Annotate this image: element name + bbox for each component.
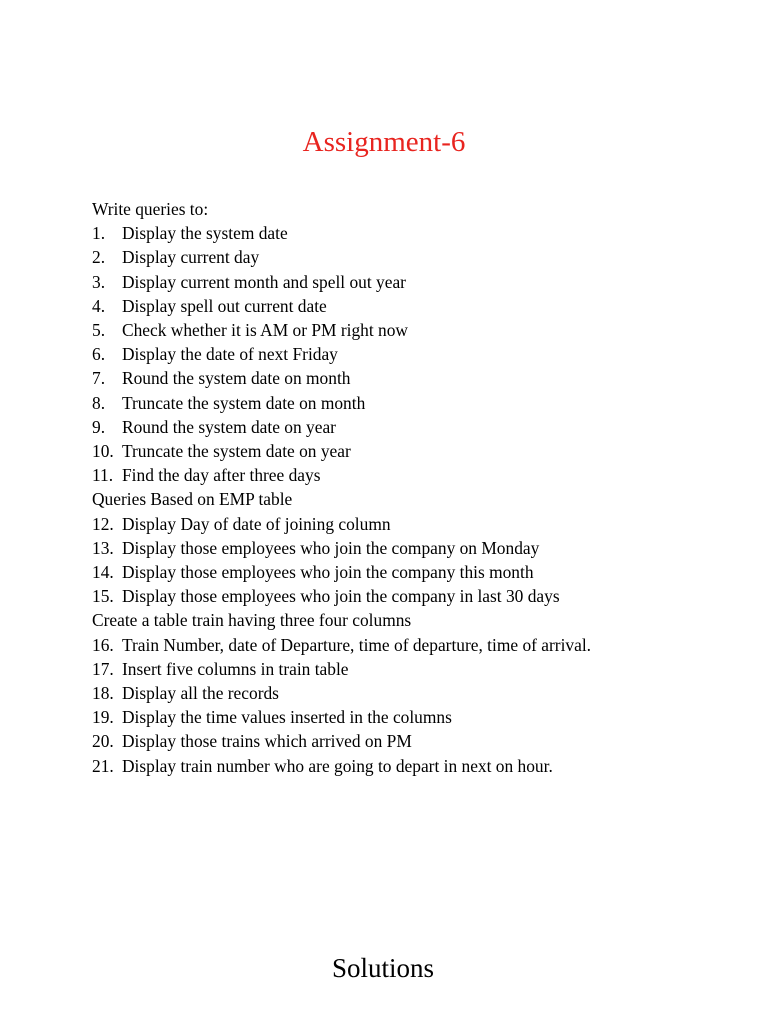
list-item-text: Display spell out current date bbox=[122, 295, 327, 316]
list-item-text: Display the time values inserted in the columns bbox=[122, 707, 452, 728]
list-item-text: Round the system date on year bbox=[122, 416, 336, 437]
list-item-text: Truncate the system date on year bbox=[122, 441, 351, 462]
list-item bbox=[92, 342, 712, 366]
list-item bbox=[92, 221, 712, 245]
list-item-number: 4. bbox=[92, 295, 106, 316]
list-item-number: 2. bbox=[92, 247, 106, 268]
list-item-number: 15. bbox=[92, 586, 114, 607]
list-item bbox=[92, 657, 712, 681]
list-item-text: Display train number who are going to depart in next on hour. bbox=[122, 755, 553, 776]
list-item-text: Display those employees who join the company in last 30 days bbox=[122, 586, 560, 607]
solutions-heading: Solutions bbox=[331, 953, 435, 983]
list-item-number: 16. bbox=[92, 634, 114, 655]
list-item bbox=[92, 439, 712, 463]
list-item-text: Display Day of date of joining column bbox=[122, 513, 391, 534]
list-item bbox=[92, 633, 712, 657]
list-item-text: Display those trains which arrived on PM bbox=[122, 731, 412, 752]
list-item bbox=[92, 681, 712, 705]
list-item-number: 3. bbox=[92, 271, 106, 292]
list-item bbox=[92, 560, 712, 584]
list-item bbox=[92, 270, 712, 294]
list-item-number: 6. bbox=[92, 344, 106, 365]
list-item-text: Find the day after three days bbox=[122, 465, 321, 486]
list-item-text: Display all the records bbox=[122, 683, 279, 704]
list-item-text: Round the system date on month bbox=[122, 368, 351, 389]
list-item-text: Check whether it is AM or PM right now bbox=[122, 320, 408, 341]
list-item-number: 1. bbox=[92, 223, 106, 244]
list-item bbox=[92, 245, 712, 269]
list-item-number: 10. bbox=[92, 441, 114, 462]
list-item bbox=[92, 705, 712, 729]
list-item-number: 12. bbox=[92, 513, 114, 534]
list-item-number: 21. bbox=[92, 755, 114, 776]
list-item bbox=[92, 318, 712, 342]
list-item bbox=[92, 463, 712, 487]
list-item bbox=[92, 584, 712, 608]
list-item bbox=[92, 415, 712, 439]
list-item-number: 19. bbox=[92, 707, 114, 728]
list-item-text: Train Number, date of Departure, time of departure, time of arrival. bbox=[122, 634, 592, 655]
list-item bbox=[92, 536, 712, 560]
intro-text: Write queries to: bbox=[92, 199, 209, 219]
list-item bbox=[92, 754, 712, 778]
list-item-text: Display the date of next Friday bbox=[122, 344, 338, 365]
page-title: Assignment-6 bbox=[302, 126, 466, 158]
question-list bbox=[92, 221, 712, 778]
list-item-number: 20. bbox=[92, 731, 114, 752]
list-item-text: Truncate the system date on month bbox=[122, 392, 366, 413]
list-item-text: Display current day bbox=[122, 247, 260, 268]
list-item-number: 11. bbox=[92, 465, 114, 486]
list-item-text: Display current month and spell out year bbox=[122, 271, 406, 292]
list-item-text: Display the system date bbox=[122, 223, 288, 244]
list-item-number: 13. bbox=[92, 537, 114, 558]
list-item-text: Display those employees who join the company on Monday bbox=[122, 537, 540, 558]
list-item-text: Display those employees who join the company this month bbox=[122, 562, 534, 583]
list-item bbox=[92, 391, 712, 415]
list-item bbox=[92, 729, 712, 753]
list-item-number: 5. bbox=[92, 320, 106, 341]
section-heading: Create a table train having three four columns bbox=[92, 610, 412, 631]
list-item bbox=[92, 366, 712, 390]
section-heading: Queries Based on EMP table bbox=[92, 489, 293, 510]
list-item-number: 17. bbox=[92, 658, 114, 679]
list-item-number: 7. bbox=[92, 368, 106, 389]
list-item-text: Insert five columns in train table bbox=[122, 658, 349, 679]
list-item-number: 8. bbox=[92, 392, 106, 413]
assignment-content bbox=[92, 197, 712, 778]
list-item bbox=[92, 294, 712, 318]
list-item bbox=[92, 512, 712, 536]
list-item-number: 14. bbox=[92, 562, 114, 583]
list-item-number: 9. bbox=[92, 416, 106, 437]
list-item-number: 18. bbox=[92, 683, 114, 704]
